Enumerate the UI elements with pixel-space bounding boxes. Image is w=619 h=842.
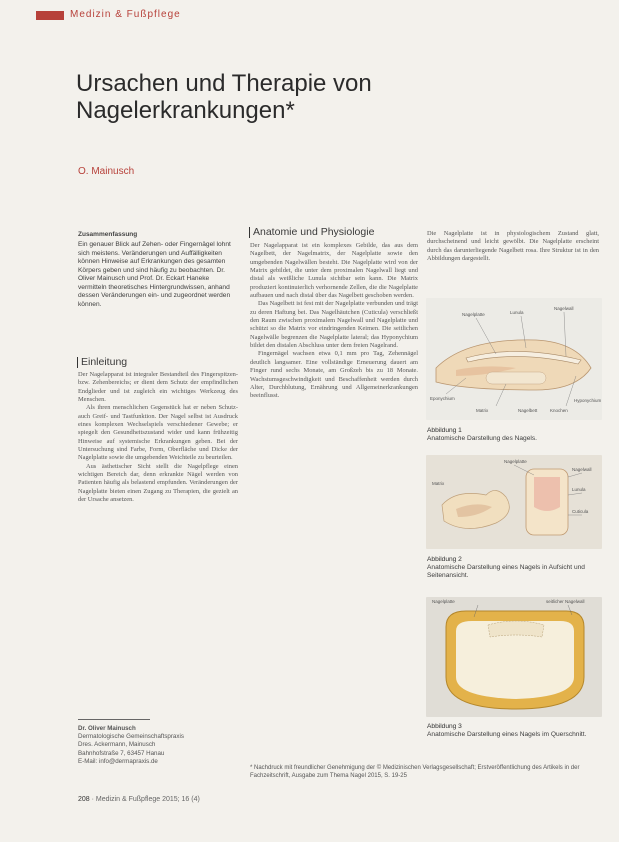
paragraph: Der Nagelapparat ist integraler Bestandteil des Fingerspitzen- bzw. Zehenbereichs; er dient dem Schutz der empfindlichen Endglieder und ist zugleich ein wichtiges Werkzeug des Menschen. — [78, 371, 238, 404]
einleitung-body — [78, 371, 238, 671]
page-footer: 208 · Medizin & Fußpflege 2015; 16 (4) — [78, 796, 200, 803]
affiliation-line: E-Mail: info@dermapraxis.de — [78, 757, 158, 765]
figure-label: Eponychium — [430, 396, 455, 401]
figure-label: Nagelbett — [518, 408, 538, 413]
section-heading-anatomie: Anatomie und Physiologie — [249, 227, 374, 238]
figure-number: Abbildung 2 — [427, 556, 462, 563]
figure-label: Matrix — [476, 408, 489, 413]
page-number: 208 — [78, 796, 90, 803]
figure-2-caption — [427, 556, 603, 580]
section-label: Medizin & Fußpflege — [70, 9, 181, 20]
header-accent-bar — [36, 11, 64, 20]
affiliation-line: Dres. Ackermann, Mainusch — [78, 741, 156, 749]
divider — [78, 719, 150, 720]
article-author: O. Mainusch — [78, 166, 135, 177]
figure-1-nail-anatomy — [426, 298, 602, 420]
author-affiliation — [78, 725, 238, 766]
figure-label: Nagelwall — [554, 306, 574, 311]
figure-caption-text: Anatomische Darstellung des Nagels. — [427, 435, 537, 442]
footnote: * Nachdruck mit freundlicher Genehmigung der © Medizinischen Verlagsgesellschaft; Erstveröffentlichung des Artikels in der Fachzeitschrift, Ausgabe zum Thema Nagel 2015, S. 19-25 — [250, 765, 580, 779]
figure-number: Abbildung 1 — [427, 427, 462, 434]
affiliation-name: Dr. Oliver Mainusch — [78, 725, 136, 732]
figure-label: seitlicher Nagelwall — [546, 599, 585, 604]
figure-1-caption — [427, 427, 603, 443]
anatomie-body — [250, 242, 418, 740]
figure-label: Matrix — [432, 481, 445, 486]
section-heading-einleitung: Einleitung — [77, 357, 127, 368]
paragraph: Als ihren menschlichen Gegenstück hat er neben Schutz- auch Greif- und Tastfunktion. Der Nagel selbst ist Ausdruck eines komplexen Wechselspiels verschiedener Gewebe; er spiegelt den Gesundheitszustand wider und kann frühzeitig Hinweise auf systemische Erkrankungen geben. Bei der Untersuchung sind Farbe, Form, Oberfläche und Dicke der Nagelplatte sowie die umgebenden Weichteile zu beurteilen. — [78, 404, 238, 462]
figure-label: Nagelplatte — [462, 312, 485, 317]
paragraph: Aus ästhetischer Sicht stellt die Nagelpflege einen wichtigen Bereich dar, denn erkrankte Nägel werden von Patienten häufig als belastend empfunden. Veränderungen der Nagelplatte bieten einen Zugang zu Therapien, die gezielt an der Ursache ansetzen. — [78, 462, 238, 504]
abstract-text: Ein genauer Blick auf Zehen- oder Fingernägel lohnt sich meistens. Veränderungen und Auffälligkeiten können Hinweise auf Erkrankungen des gesamten Körpers geben und sind häufig zu beobachten. Dr. Oliver Mainusch und Prof. Dr. Eckart Haneke vermitteln theoretisches Hintergrundwissen, anhand dessen Veränderungen ein- und zugeordnet werden können. — [78, 241, 231, 308]
journal-citation: Medizin & Fußpflege 2015; 16 (4) — [95, 796, 200, 803]
figure-label: Knochen — [550, 408, 568, 413]
figure-caption-text: Anatomische Darstellung eines Nagels im Querschnitt. — [427, 731, 587, 738]
paragraph: Der Nagelapparat ist ein komplexes Gebilde, das aus dem Nagelbett, der Nagelmatrix, der Nagelplatte sowie den umgebenden Nagelwällen besteht. Die Nagelplatte wird von der Matrix gebildet, die unter dem proximalen Nagelwall liegt und distal als weißliche Lunula sichtbar sein kann. Die Matrix produziert kontinuierlich verhornende Zellen, die die Nagelplatte aufbauen und nach distal über das Nagelbett geschoben werden. — [250, 242, 418, 300]
figure-label: Nagelplatte — [504, 459, 527, 464]
figure-2-nail-views — [426, 455, 602, 549]
figure-label: Hyponychium — [574, 398, 602, 403]
figure-label: Lunula — [572, 487, 586, 492]
figure-label: Nagelplatte — [432, 599, 455, 604]
paragraph: Das Nagelbett ist fest mit der Nagelplatte verbunden und trägt zu deren Haftung bei. Das Nagelhäutchen (Cuticula) verschließt den Raum zwischen proximalem Nagelwall und Nagelplatte und schützt so die Matrix vor eindringenden Keimen. Die seitlichen Nagelwälle begrenzen die Nagelplatte lateral; das Hyponychium bildet den distalen Abschluss unter dem freien Nagelrand. — [250, 300, 418, 350]
affiliation-line: Dermatologische Gemeinschaftspraxis — [78, 733, 184, 741]
figure-label: Nagelwall — [572, 467, 592, 472]
figure-number: Abbildung 3 — [427, 723, 462, 730]
figure-3-nail-cross-section — [426, 597, 602, 717]
figure-3-caption — [427, 723, 603, 739]
abstract-heading: Zusammenfassung — [78, 231, 138, 238]
figure-label: Lunula — [510, 310, 524, 315]
figure-label: Cuticula — [572, 509, 589, 514]
figure-caption-text: Anatomische Darstellung eines Nagels in Aufsicht und Seitenansicht. — [427, 564, 585, 579]
article-title: Ursachen und Therapie von Nagelerkrankungen* — [76, 70, 372, 124]
affiliation-line: Bahnhofstraße 7, 63457 Hanau — [78, 749, 165, 757]
column3-intro: Die Nagelplatte ist in physiologischem Zustand glatt, durchscheinend und leicht gewölbt. Die Nagelplatte erscheint durch das darunterliegende Nagelbett rosa. Ihre Struktur ist in den Abbildungen dargestellt. — [427, 230, 599, 263]
paragraph: Fingernägel wachsen etwa 0,1 mm pro Tag, Zehennägel deutlich langsamer. Eine vollständige Erneuerung dauert am Finger rund sechs Monate, am Großzeh bis zu 18 Monate. Wachstumsgeschwindigkeit und Beschaffenheit werden durch Alter, Durchblutung, Ernährung und Allgemeinerkrankungen beeinflusst. — [250, 350, 418, 400]
